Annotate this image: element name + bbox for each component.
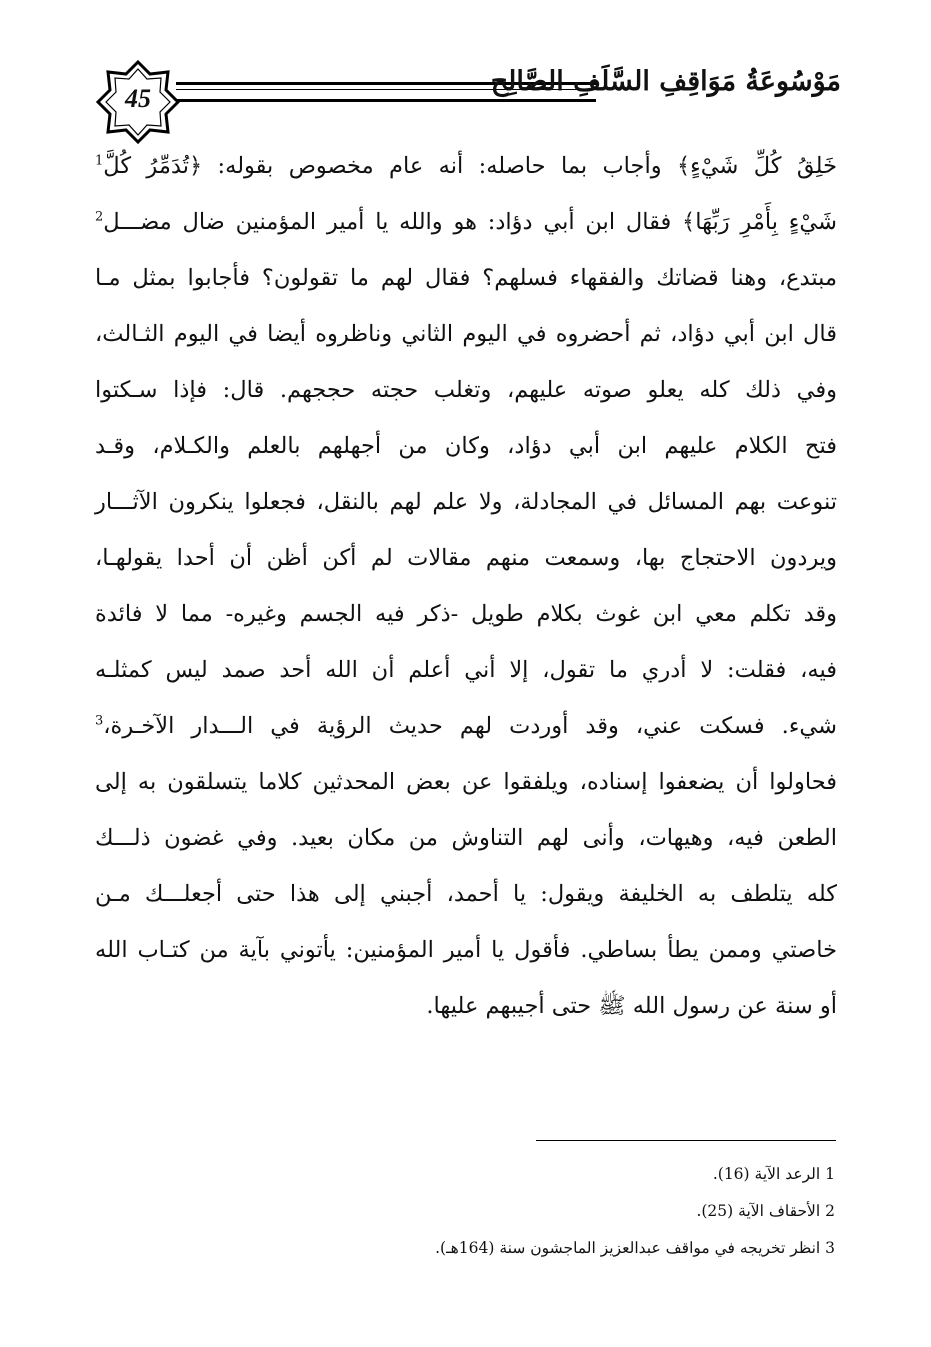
body-line: فحاولوا أن يضعفوا إسناده، ويلفقوا عن بعض المحدثين كلاما يتسلقون به إلى	[95, 769, 837, 795]
body-line: فتح الكلام عليهم ابن أبي دؤاد، وكان من أجهلهم بالعلم والكـلام، وقـد	[95, 433, 837, 459]
footnote-ref: 3	[95, 713, 104, 729]
body-line	[95, 138, 837, 194]
body-line: كله يتلطف به الخليفة ويقول: يا أحمد، أجبني إلى هذا حتى أجعلـــك مـن	[95, 881, 837, 907]
body-line-text: شيء. فسكت عني، وقد أوردت لهم حديث الرؤية في الـــدار الآخـرة،	[103, 713, 837, 739]
footnote-ref: 2	[95, 209, 104, 225]
body-line: خاصتي وممن يطأ بساطي. فأقول يا أمير المؤمنين: يأتوني بآية من كتـاب الله	[95, 937, 837, 963]
body-line: وقد تكلم معي ابن غوث بكلام طويل -ذكر فيه الجسم وغيره- مما لا فائدة	[95, 601, 837, 627]
series-title: مَوْسُوعَةُ مَوَاقِفِ السَّلَفِ الصَّالِح	[490, 66, 841, 97]
body-line-text: شَيْءٍ بِأَمْرِ رَبِّهَا﴾ فقال ابن أبي دؤاد: هو والله يا أمير المؤمنين ضال مضـــل	[103, 209, 837, 235]
body-line	[95, 698, 837, 754]
footnote-ref: 1	[95, 153, 104, 169]
body-line: وفي ذلك كله يعلو صوته عليهم، وتغلب حجته حججهم. قال: فإذا سـكتوا	[95, 377, 837, 403]
page-number-badge	[96, 60, 180, 144]
body-line: قال ابن أبي دؤاد، ثم أحضروه في اليوم الثاني وناظروه أيضا في اليوم الثـالث،	[95, 321, 837, 347]
body-line: تنوعت بهم المسائل في المجادلة، ولا علم لهم بالنقل، فجعلوا ينكرون الآثـــار	[95, 489, 837, 515]
page-number: 45	[125, 84, 151, 113]
body-line: ويردون الاحتجاج بها، وسمعت منهم مقالات لم أكن أظن أن أحدا يقولهـا،	[95, 545, 837, 571]
body-line: فيه، فقلت: لا أدري ما تقول، إلا أني أعلم أن الله أحد صمد ليس كمثلـه	[95, 657, 837, 683]
body-text	[95, 138, 837, 1034]
page-header	[96, 60, 841, 150]
body-line: أو سنة عن رسول الله ﷺ حتى أجيبهم عليها.	[426, 993, 837, 1019]
footnote: 3 انظر تخريجه في مواقف عبدالعزيز الماجشون سنة (164هـ).	[435, 1239, 835, 1257]
body-line: الطعن فيه، وهيهات، وأنى لهم التناوش من مكان بعيد. وفي غضون ذلـــك	[95, 825, 837, 851]
footnote: 2 الأحقاف الآية (25).	[696, 1202, 835, 1220]
footnote: 1 الرعد الآية (16).	[712, 1165, 835, 1183]
body-line: مبتدع، وهنا قضاتك والفقهاء فسلهم؟ فقال لهم ما تقولون؟ فأجابوا بمثل مـا	[95, 265, 837, 291]
body-line	[95, 194, 837, 250]
footnotes	[380, 1156, 835, 1267]
body-line-text: خَلِقُ كُلِّ شَيْءٍ﴾ وأجاب بما حاصله: أنه عام مخصوص بقوله: ﴿تُدَمِّرُ كُلَّ	[103, 153, 837, 179]
footnote-separator	[536, 1140, 836, 1141]
